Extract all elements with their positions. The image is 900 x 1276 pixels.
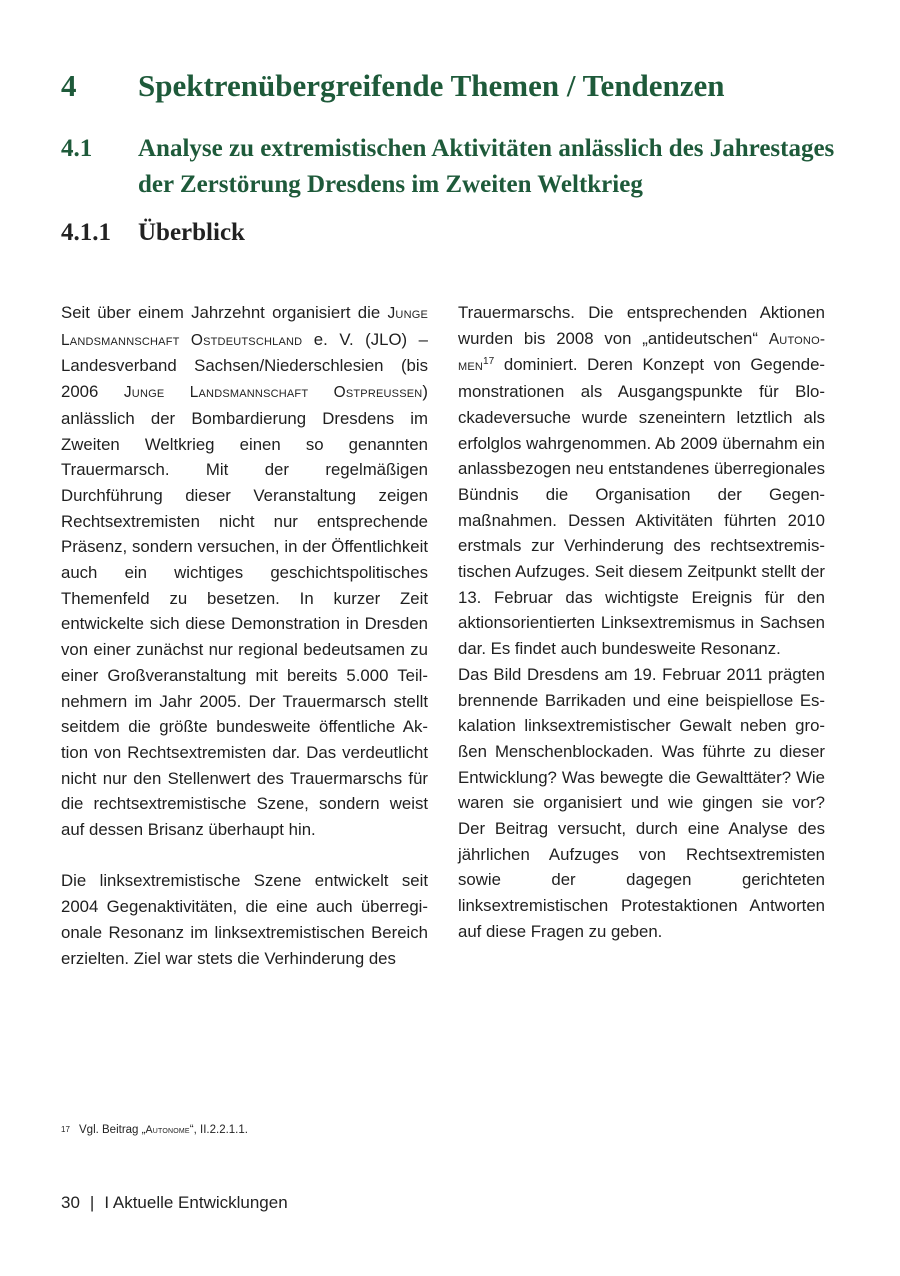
text-run: ) anlässlich der Bombardierung Dresdens im Zweiten Weltkrieg einen so genannten Trauermarsch. Mit der regelmäßigen Durchführung dieser Veranstaltung zeigen Rechtsextremisten nicht nur entsprechende Präsenz, sondern versuchen, in der Öffentlichkeit auch ein wichtiges geschichtspolitisches Themenfeld zu besetzen. In kurzer Zeit entwickelte sich diese Demonstration in Dresden von einer zunächst nur regional bedeutsamen zu einer Großveranstaltung mit bereits 5.000 Teilnehmern im Jahr 2005. Der Trauermarsch stellt seitdem die größte bundesweite öffentliche Aktion von Rechtsextremisten dar. Das verdeutlicht nicht nur den Stellenwert des Trauermarschs für die rechtsextremistische Szene, sondern weist auf dessen Brisanz überhaupt hin. [61,382,429,840]
chapter-heading [61,66,724,106]
subsection-title: Überblick [138,219,245,246]
text-run: Seit über einem Jahrzehnt organisiert die [61,303,388,322]
text-run: Trauermarschs. Die entsprechenden Aktionen wurden bis 2008 von „antideutschen“ [458,303,825,348]
page-footer [61,1193,288,1213]
small-caps-name: Autonomen [458,330,825,375]
small-caps-name: Autonome [145,1124,190,1136]
small-caps-name: Junge Landsmannschaft Ostdeutschland [61,305,428,349]
footnote-reference[interactable]: 17 [483,356,495,368]
section-title: Analyse zu extremistischen Aktivitäten anlässlich des Jahrestages der Zerstörung Dresdens im Zweiten Weltkrieg [138,135,835,198]
chapter-title: Spektrenübergreifende Themen / Tendenzen [138,68,725,103]
left-text-column [61,300,428,971]
text-run: e. V. (JLO) – Landesverband Sachsen/Niederschlesien (bis 2006 [61,329,429,402]
paragraph [458,300,825,662]
paragraph [61,300,428,843]
section-number: 4.1 [61,135,93,162]
small-caps-name: Junge Landsmannschaft Ostpreussen [123,384,423,402]
footnote [61,1124,248,1136]
right-text-column [458,300,825,945]
paragraph: Die linksextremistische Szene entwickelt seit 2004 Gegenaktivitäten, die eine auch überregionale Resonanz im linksextremistischen Bereich erzielten. Ziel war stets die Verhinderung des [61,871,428,968]
footnote-text [79,1124,248,1136]
paragraph: Das Bild Dresdens am 19. Februar 2011 prägten brennende Barrikaden und eine beispiellose Eskalation linksextremistischer Gewalt neben großen Menschenblockaden. Was führte zu dieser Entwicklung? Was bewegte die Gewalttäter? Wie waren sie organisiert und wie gingen sie vor? Der Beitrag versucht, durch eine Analyse des jährlichen Aufzuges von Rechtsextremisten sowie der dagegen gerichteten linksextremistischen Protestaktionen Antworten auf diese Fragen zu geben. [458,664,825,941]
chapter-number: 4 [61,68,77,103]
text-run: dominiert. Deren Konzept von Gegendemonstrationen als Ausgangspunkte für Blockadeversuche wurde szeneintern letztlich als erfolglos wahrgenommen. Ab 2009 übernahm ein anlassbezogen neu entstandenes überregionales Bündnis die Organisation der Gegenmaßnahmen. Dessen Aktivitäten führten 2010 erstmals zur Verhinderung des rechtsextremistischen Aufzuges. Seit diesem Zeitpunkt stellt der 13. Februar das wichtigste Ereignis für den aktionsorientierten Linksextremismus in Sachsen dar. Es findet auch bundesweite Resonanz. [458,355,825,659]
text-run: “, II.2.2.1.1. [189,1124,248,1136]
subsection-heading [61,215,245,251]
section-heading [61,131,838,203]
footer-separator: | [89,1193,95,1212]
footer-section: I Aktuelle Entwicklungen [104,1193,288,1212]
subsection-number: 4.1.1 [61,219,111,246]
footnote-number: 17 [61,1125,70,1134]
page-number: 30 [61,1193,80,1212]
text-run: Vgl. Beitrag „ [79,1124,146,1136]
